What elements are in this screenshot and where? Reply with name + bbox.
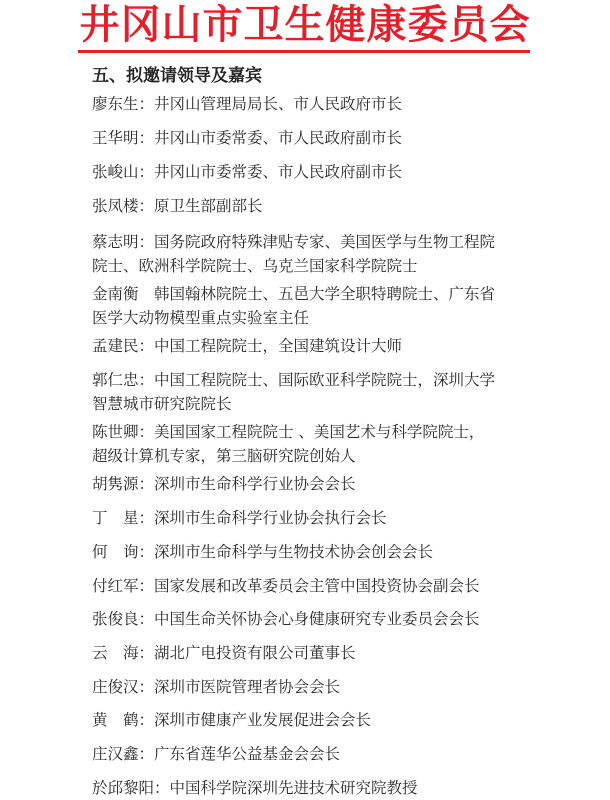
guest-entry [92,506,592,530]
guest-entry [92,368,592,416]
guest-entry [92,641,592,665]
guest-entry [92,92,592,116]
guest-line: 庄汉鑫：广东省莲华公益基金会会长 [92,745,341,763]
guest-line: 张峻山：井冈山市委常委、市人民政府副市长 [92,163,403,181]
guest-entry [92,230,592,278]
guest-line-continued: 智慧城市研究院院长 [92,395,232,413]
guest-line: 金南衡 韩国翰林院院士、五邑大学全职特聘院士、广东省 [92,285,496,303]
guest-entry [92,675,592,699]
guest-line: 张俊良：中国生命关怀协会心身健康研究专业委员会会长 [92,610,480,628]
guest-entry [92,776,592,800]
guest-line: 陈世卿：美国国家工程院院士 、美国艺术与科学院院士， [92,423,485,441]
guest-entry [92,334,592,358]
guest-line: 付红军：国家发展和改革委员会主管中国投资协会副会长 [92,577,480,595]
guest-entry [92,472,592,496]
header-divider [78,50,530,53]
guest-line: 於邱黎阳：中国科学院深圳先进技术研究院教授 [92,779,418,797]
guest-line-continued: 医学大动物模型重点实验室主任 [92,309,310,327]
organization-title: 井冈山市卫生健康委员会 [79,2,531,48]
guest-line: 黄 鹤：深圳市健康产业发展促进会会长 [92,711,372,729]
guest-entry [92,160,592,184]
guest-line-continued: 超级计算机专家，第三脑研究院创始人 [92,447,356,465]
guest-line: 王华明：井冈山市委常委、市人民政府副市长 [92,129,403,147]
guest-line: 郭仁忠：中国工程院院士、国际欧亚科学院院士，深圳大学 [92,371,496,389]
guest-line: 云 海：湖北广电投资有限公司董事长 [92,644,356,662]
guest-entry [92,742,592,766]
guest-entry [92,282,592,330]
guest-line: 孟建民：中国工程院院士，全国建筑设计大师 [92,337,403,355]
guest-line: 丁 星：深圳市生命科学行业协会执行会长 [92,509,387,527]
guest-line: 庄俊汉：深圳市医院管理者协会会长 [92,678,341,696]
guest-line: 张凤楼：原卫生部副部长 [92,197,263,215]
guest-line: 蔡志明：国务院政府特殊津贴专家、美国医学与生物工程院 [92,233,496,251]
guest-entry [92,540,592,564]
guest-line: 廖东生：井冈山管理局局长、市人民政府市长 [92,95,403,113]
guest-line: 何 询：深圳市生命科学与生物技术协会创会会长 [92,543,434,561]
guest-entry [92,708,592,732]
letterhead [0,0,610,52]
guest-line: 胡隽源：深圳市生命科学行业协会会长 [92,475,356,493]
guest-entry [92,574,592,598]
guest-entry [92,420,592,468]
guest-entry [92,126,592,150]
guest-entry [92,607,592,631]
section-heading: 五、拟邀请领导及嘉宾 [92,66,262,86]
guest-entry [92,194,592,218]
guest-line-continued: 院士、欧洲科学院院士、乌克兰国家科学院院士 [92,257,418,275]
